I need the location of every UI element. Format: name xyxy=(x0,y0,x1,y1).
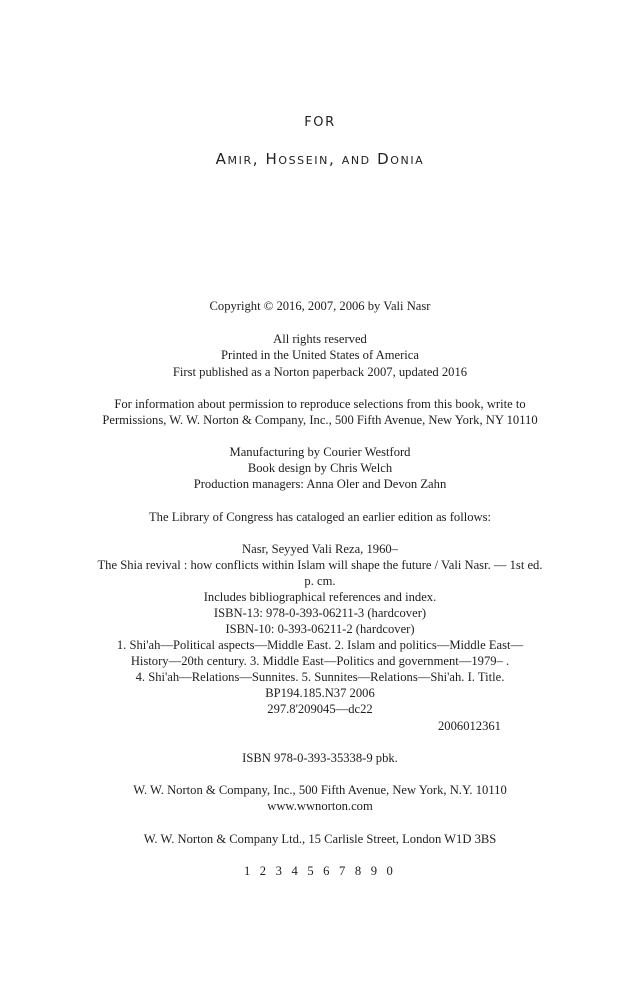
publisher-uk: W. W. Norton & Company Ltd., 15 Carlisle Street, London W1D 3BS xyxy=(143,832,497,846)
publisher-url: www.wwnorton.com xyxy=(267,799,373,813)
cip-line: Nasr, Seyyed Vali Reza, 1960– xyxy=(242,542,398,556)
cip-line: ISBN-10: 0-393-06211-2 (hardcover) xyxy=(225,622,415,636)
cip-line: p. cm. xyxy=(304,574,336,588)
cip-line: 4. Shi'ah—Relations—Sunnites. 5. Sunnites—Relations—Shi'ah. I. Title. xyxy=(135,670,505,684)
printing-line: 1 2 3 4 5 6 7 8 9 0 xyxy=(243,864,397,878)
lccn: 2006012361 xyxy=(438,719,501,733)
dedication-names: Amir, Hossein, and Donia xyxy=(215,150,425,168)
rights-line: Printed in the United States of America xyxy=(221,348,419,362)
rights-line: All rights reserved xyxy=(273,332,367,346)
cip-line: Includes bibliographical references and index. xyxy=(203,590,437,604)
permissions-line: Permissions, W. W. Norton & Company, Inc., 500 Fifth Avenue, New York, NY 10110 xyxy=(102,413,538,427)
permissions-line: For information about permission to reproduce selections from this book, write to xyxy=(114,397,526,411)
dedication-for: FOR xyxy=(304,115,336,130)
cip-line: BP194.185.N37 2006 xyxy=(265,686,375,700)
cip-line: ISBN-13: 978-0-393-06211-3 (hardcover) xyxy=(213,606,427,620)
copyright-notice: Copyright © 2016, 2007, 2006 by Vali Nasr xyxy=(209,299,431,313)
rights-line: First published as a Norton paperback 2007, updated 2016 xyxy=(172,365,468,379)
cip-line: 297.8'209045—dc22 xyxy=(267,702,373,716)
production-line: Book design by Chris Welch xyxy=(247,461,393,475)
cip-line: 1. Shi'ah—Political aspects—Middle East. 2. Islam and politics—Middle East— xyxy=(116,638,524,652)
isbn-paperback: ISBN 978-0-393-35338-9 pbk. xyxy=(242,751,398,765)
production-line: Production managers: Anna Oler and Devon Zahn xyxy=(193,477,447,491)
cip-line: The Shia revival : how conflicts within Islam will shape the future / Vali Nasr. — 1st ed. xyxy=(97,558,543,572)
cip-line: History—20th century. 3. Middle East—Politics and government—1979– . xyxy=(130,654,510,668)
publisher-us: W. W. Norton & Company, Inc., 500 Fifth Avenue, New York, N.Y. 10110 xyxy=(133,783,507,797)
loc-intro: The Library of Congress has cataloged an earlier edition as follows: xyxy=(148,510,492,524)
production-line: Manufacturing by Courier Westford xyxy=(229,445,411,459)
